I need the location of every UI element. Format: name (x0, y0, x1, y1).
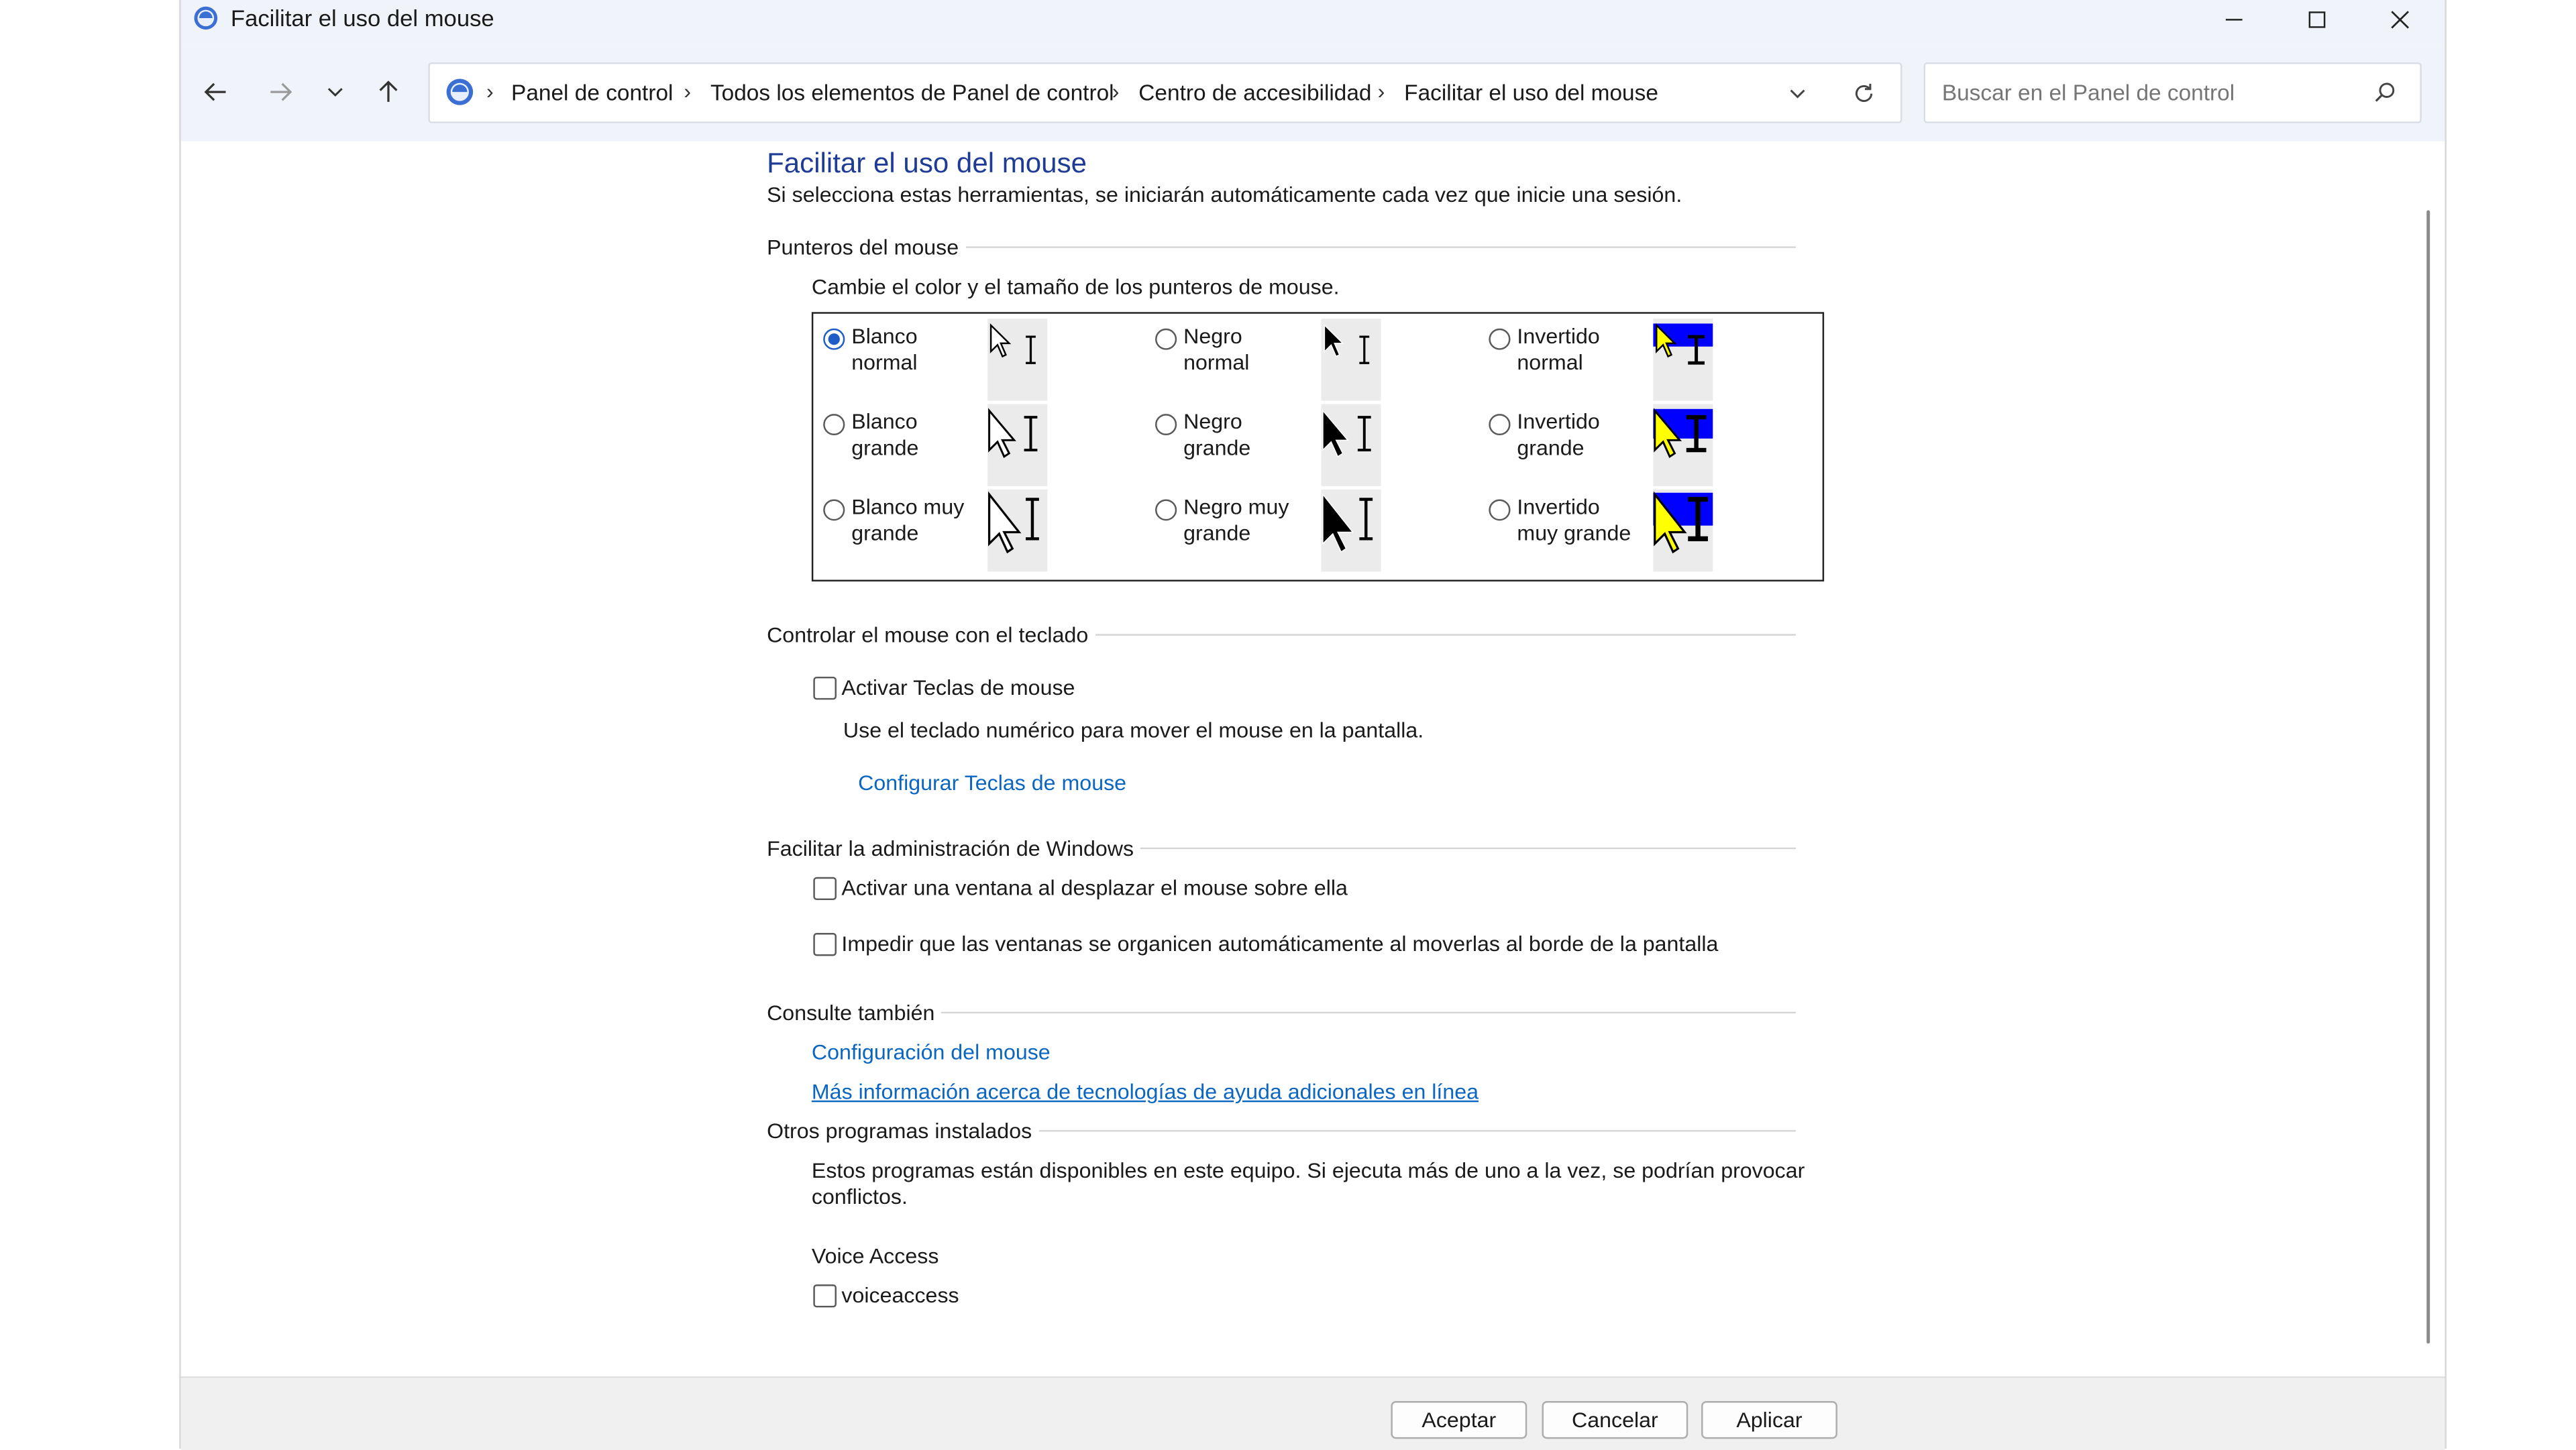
radio-blanco-grande[interactable] (823, 414, 845, 435)
option-label-blanco-normal[interactable]: Blanco normal (851, 323, 918, 375)
voice-access-group-label: Voice Access (811, 1243, 939, 1268)
option-label-invertido-muy-grande[interactable]: Invertido muy grande (1517, 494, 1631, 546)
preview-blanco-muy-grande (987, 490, 1047, 571)
preview-blanco-normal (987, 319, 1047, 400)
other-programs-description-cont: conflictos. (811, 1184, 908, 1209)
pointer-white-normal-icon (987, 319, 1047, 400)
mouse-settings-link[interactable]: Configuración del mouse (811, 1040, 1051, 1064)
radio-invertido-normal[interactable] (1489, 329, 1510, 350)
maximize-button[interactable] (2277, 0, 2357, 40)
configure-mouse-keys-link[interactable]: Configurar Teclas de mouse (858, 770, 1127, 795)
option-label-negro-normal[interactable]: Negro normal (1183, 323, 1250, 375)
refresh-icon (1852, 82, 1876, 105)
preview-negro-grande (1321, 404, 1381, 486)
option-label-negro-muy-grande[interactable]: Negro muy grande (1183, 494, 1289, 546)
mouse-keys-checkbox[interactable] (813, 677, 837, 700)
pointer-white-large-icon (987, 404, 1047, 486)
mouse-keys-description: Use el teclado numérico para mover el mouse en la pantalla. (843, 718, 1424, 742)
up-button[interactable] (368, 72, 408, 112)
arrow-right-icon (267, 79, 294, 105)
recent-locations-button[interactable] (315, 72, 355, 112)
breadcrumb-facilitar-uso-mouse[interactable]: Facilitar el uso del mouse (1404, 80, 1658, 105)
preview-invertido-grande (1653, 404, 1713, 486)
radio-negro-grande[interactable] (1155, 414, 1177, 435)
more-info-assistive-tech-link[interactable]: Más información acerca de tecnologías de ayuda adicionales en línea (811, 1078, 1479, 1104)
radio-blanco-muy-grande[interactable] (823, 499, 845, 520)
pointer-scheme-box (812, 312, 1824, 581)
radio-negro-muy-grande[interactable] (1155, 499, 1177, 520)
hover-activate-label[interactable]: Activar una ventana al desplazar el mouse sobre ella (841, 875, 1348, 901)
option-label-invertido-grande[interactable]: Invertido grande (1517, 408, 1600, 460)
preview-invertido-muy-grande (1653, 490, 1713, 571)
preview-blanco-grande (987, 404, 1047, 486)
section-title-other-programs: Otros programas instalados (767, 1119, 1038, 1144)
minimize-button[interactable] (2194, 0, 2274, 40)
search-input[interactable] (1924, 62, 2422, 123)
vertical-scrollbar[interactable] (2413, 145, 2441, 1374)
pointer-inverted-extra-large-icon (1653, 490, 1713, 571)
breadcrumb-separator: › (486, 78, 494, 104)
breadcrumb-centro-de-accesibilidad[interactable]: Centro de accesibilidad (1138, 80, 1372, 105)
dialog-footer (181, 1376, 2445, 1450)
section-title-keyboard: Controlar el mouse con el teclado (767, 622, 1095, 647)
back-button[interactable] (196, 72, 235, 112)
breadcrumb-panel-de-control[interactable]: Panel de control (511, 80, 674, 105)
breadcrumb-separator: › (1377, 78, 1385, 104)
forward-button[interactable] (260, 72, 300, 112)
pointers-description: Cambie el color y el tamaño de los punteros de mouse. (811, 274, 1340, 299)
pointer-black-normal-icon (1321, 319, 1381, 400)
close-button[interactable] (2360, 0, 2440, 40)
section-title-see-also: Consulte también (767, 1000, 941, 1025)
ok-button[interactable]: Aceptar (1391, 1401, 1527, 1439)
arrow-up-icon (375, 79, 402, 105)
option-label-invertido-normal[interactable]: Invertido normal (1517, 323, 1600, 375)
address-history-button[interactable] (1778, 80, 1817, 107)
close-icon (2390, 10, 2410, 30)
breadcrumb-separator: › (1112, 78, 1120, 104)
option-label-blanco-muy-grande[interactable]: Blanco muy grande (851, 494, 965, 546)
pointer-black-large-icon (1321, 404, 1381, 486)
minimize-icon (2224, 10, 2244, 30)
search-placeholder: Buscar en el Panel de control (1941, 80, 2235, 105)
breadcrumb-todos-los-elementos[interactable]: Todos los elementos de Panel de control (710, 80, 1114, 105)
title-bar (181, 0, 2445, 46)
other-programs-description: Estos programas están disponibles en este equipo. Si ejecuta más de uno a la vez, se podrían provocar (811, 1158, 1805, 1183)
prevent-snap-label[interactable]: Impedir que las ventanas se organicen automáticamente al moverlas al borde de la pantalla (841, 931, 1719, 956)
radio-invertido-muy-grande[interactable] (1489, 499, 1510, 520)
option-label-negro-grande[interactable]: Negro grande (1183, 408, 1251, 460)
page-subtitle: Si selecciona estas herramientas, se iniciarán automáticamente cada vez que inicie una sesión. (767, 182, 1682, 207)
preview-negro-normal (1321, 319, 1381, 400)
page-title: Facilitar el uso del mouse (767, 148, 1087, 179)
chevron-down-icon (1788, 84, 1808, 103)
radio-blanco-normal[interactable] (823, 329, 845, 350)
scrollbar-thumb[interactable] (2426, 210, 2430, 1343)
pointer-inverted-normal-icon (1653, 319, 1713, 400)
address-bar[interactable] (428, 62, 1902, 123)
preview-invertido-normal (1653, 319, 1713, 400)
mouse-keys-label[interactable]: Activar Teclas de mouse (841, 675, 1075, 700)
navigation-bar (181, 46, 2445, 142)
option-label-blanco-grande[interactable]: Blanco grande (851, 408, 919, 460)
pointer-black-extra-large-icon (1321, 490, 1381, 571)
maximize-icon (2307, 10, 2327, 30)
search-icon[interactable] (2373, 80, 2397, 103)
chevron-down-icon (325, 82, 345, 101)
section-title-pointers: Punteros del mouse (767, 235, 965, 260)
radio-invertido-grande[interactable] (1489, 414, 1510, 435)
cancel-button[interactable]: Cancelar (1542, 1401, 1688, 1439)
preview-negro-muy-grande (1321, 490, 1381, 571)
control-panel-window (179, 0, 2447, 1449)
control-panel-icon (445, 77, 475, 107)
pointer-inverted-large-icon (1653, 404, 1713, 486)
pointer-white-extra-large-icon (987, 490, 1047, 571)
breadcrumb-separator: › (684, 78, 692, 104)
voiceaccess-checkbox[interactable] (813, 1284, 837, 1307)
radio-negro-normal[interactable] (1155, 329, 1177, 350)
control-panel-icon (193, 5, 219, 31)
hover-activate-checkbox[interactable] (813, 877, 837, 900)
prevent-snap-checkbox[interactable] (813, 933, 837, 956)
refresh-button[interactable] (1844, 77, 1884, 110)
apply-button[interactable]: Aplicar (1701, 1401, 1837, 1439)
arrow-left-icon (203, 79, 229, 105)
window-title: Facilitar el uso del mouse (230, 5, 494, 32)
section-title-windows-management: Facilitar la administración de Windows (767, 836, 1140, 861)
voiceaccess-label[interactable]: voiceaccess (841, 1282, 959, 1308)
